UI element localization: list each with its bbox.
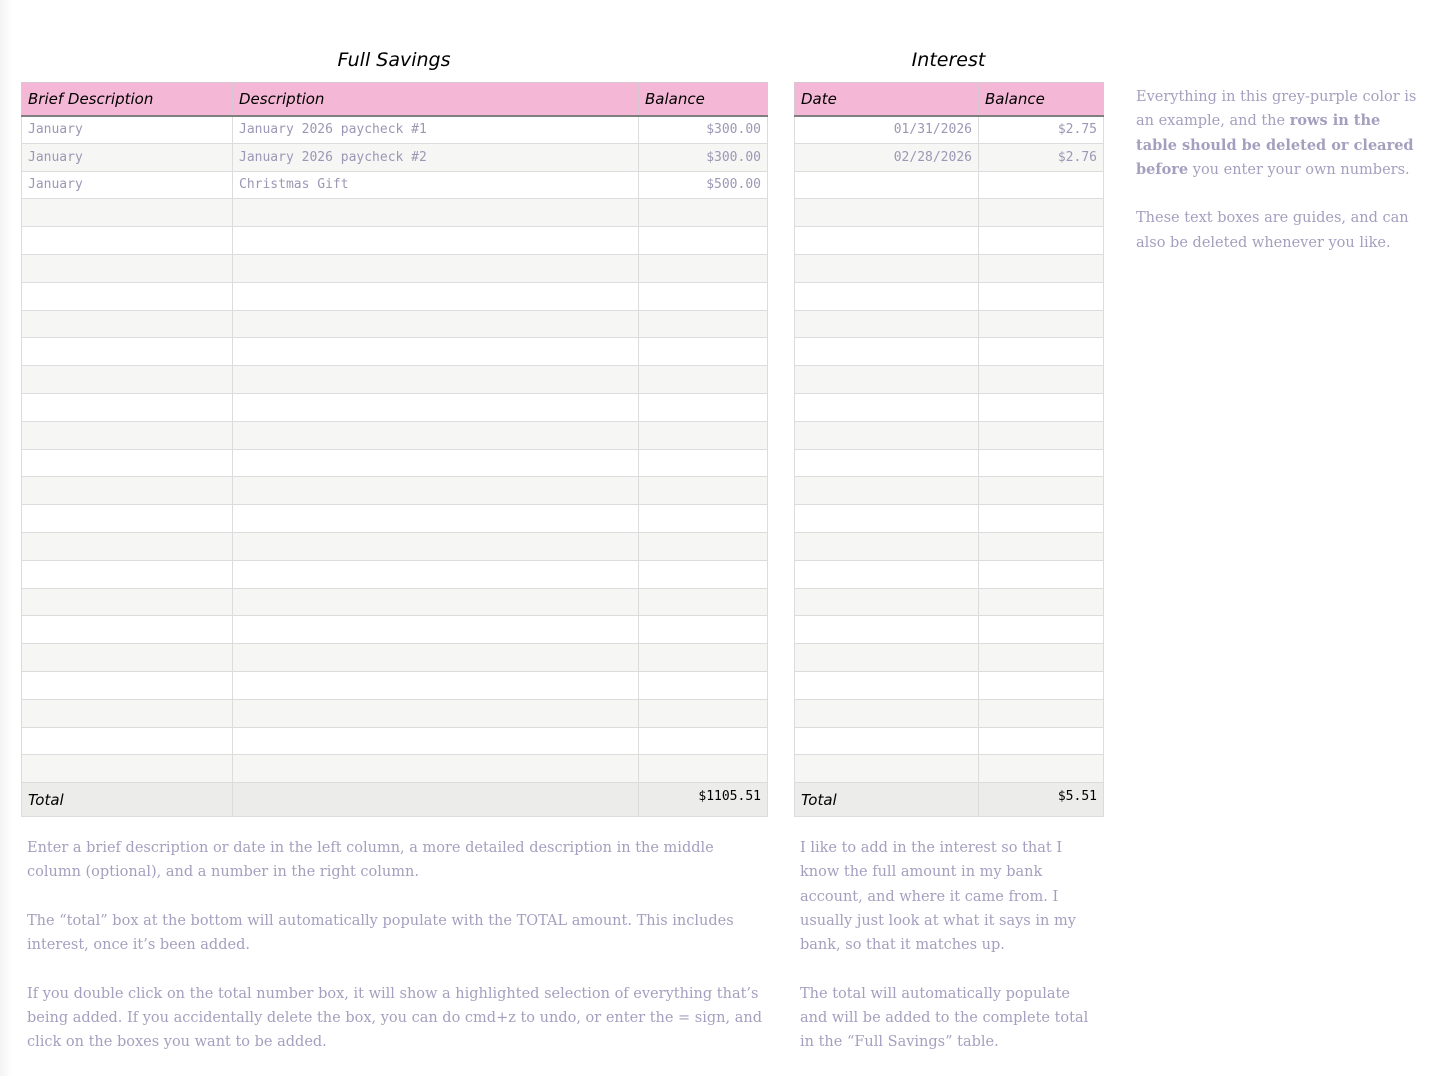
table-row <box>22 505 768 533</box>
table-cell[interactable] <box>979 366 1104 394</box>
table-cell[interactable] <box>795 254 979 282</box>
table-cell[interactable]: $300.00 <box>639 116 768 144</box>
table-row <box>795 505 1104 533</box>
table-cell[interactable] <box>795 171 979 199</box>
table-cell[interactable] <box>639 671 768 699</box>
table-cell[interactable] <box>639 588 768 616</box>
table-cell[interactable] <box>979 588 1104 616</box>
table-cell[interactable] <box>795 477 979 505</box>
table-row <box>795 171 1104 199</box>
table-cell[interactable] <box>795 644 979 672</box>
table-cell[interactable] <box>233 393 639 421</box>
table-cell[interactable] <box>639 727 768 755</box>
table-cell[interactable] <box>639 366 768 394</box>
table-row <box>795 727 1104 755</box>
total-value[interactable]: $5.51 <box>979 783 1104 817</box>
table-row <box>22 254 768 282</box>
table-row <box>795 699 1104 727</box>
table-cell[interactable] <box>979 644 1104 672</box>
table-cell[interactable] <box>22 505 233 533</box>
table-cell[interactable] <box>639 505 768 533</box>
table-cell[interactable] <box>795 227 979 255</box>
table-row <box>22 727 768 755</box>
table-cell[interactable] <box>639 560 768 588</box>
savings-guide-textbox[interactable] <box>27 836 762 1079</box>
table-cell[interactable] <box>639 393 768 421</box>
table-cell[interactable] <box>979 199 1104 227</box>
table-row <box>22 171 768 199</box>
table-cell[interactable] <box>795 755 979 783</box>
guide-paragraph: The total will automatically populate and will be added to the complete total in the “Full Savings” table. <box>800 985 1089 1051</box>
table-cell[interactable] <box>233 616 639 644</box>
table-row <box>22 560 768 588</box>
table-row <box>795 366 1104 394</box>
table-cell[interactable] <box>795 560 979 588</box>
table-row <box>22 477 768 505</box>
guide-paragraph: I like to add in the interest so that I know the full amount in my bank account, and where it came from. I usually just look at what it says in my bank, so that it matches up. <box>800 840 1076 954</box>
table-cell[interactable] <box>22 532 233 560</box>
guide-text: Everything in this grey-purple color is an example, and the <box>1136 89 1417 130</box>
table-cell[interactable] <box>233 254 639 282</box>
table-cell[interactable] <box>979 727 1104 755</box>
table-row <box>22 671 768 699</box>
table-cell[interactable] <box>233 310 639 338</box>
table-cell[interactable] <box>979 616 1104 644</box>
table-row <box>22 699 768 727</box>
table-row <box>795 671 1104 699</box>
table-cell[interactable]: January 2026 paycheck #2 <box>233 143 639 171</box>
table-cell[interactable] <box>795 532 979 560</box>
total-row <box>795 783 1104 817</box>
table-row <box>795 393 1104 421</box>
table-cell[interactable] <box>795 699 979 727</box>
total-label[interactable]: Total <box>22 783 233 817</box>
table-cell[interactable] <box>22 588 233 616</box>
table-row <box>795 616 1104 644</box>
table-cell[interactable] <box>233 560 639 588</box>
table-cell[interactable] <box>233 755 639 783</box>
interest-title[interactable]: Interest <box>911 49 986 71</box>
table-cell[interactable] <box>795 727 979 755</box>
table-cell[interactable] <box>22 199 233 227</box>
table-cell[interactable] <box>979 393 1104 421</box>
table-cell[interactable] <box>233 227 639 255</box>
guide-text: you enter your own numbers. <box>1188 161 1410 178</box>
table-cell[interactable] <box>22 366 233 394</box>
table-row <box>795 338 1104 366</box>
header-row <box>795 83 1104 116</box>
table-cell[interactable] <box>979 449 1104 477</box>
table-row <box>795 282 1104 310</box>
table-cell[interactable] <box>795 421 979 449</box>
table-cell[interactable] <box>795 393 979 421</box>
page-edge-shadow <box>0 0 12 1076</box>
table-cell[interactable] <box>795 282 979 310</box>
table-row <box>22 449 768 477</box>
guide-paragraph: Enter a brief description or date in the left column, a more detailed description in the middle column (optional), and a number in the right column. <box>27 840 714 881</box>
table-cell[interactable] <box>979 171 1104 199</box>
table-cell[interactable] <box>979 755 1104 783</box>
table-cell[interactable] <box>979 671 1104 699</box>
table-cell[interactable] <box>979 421 1104 449</box>
table-cell[interactable]: Christmas Gift <box>233 171 639 199</box>
total-value[interactable]: $1105.51 <box>639 783 768 817</box>
column-header-balance[interactable]: Balance <box>979 83 1104 116</box>
table-cell[interactable] <box>639 532 768 560</box>
side-guide-textbox[interactable] <box>1136 85 1426 279</box>
table-cell[interactable] <box>639 254 768 282</box>
table-cell[interactable] <box>639 227 768 255</box>
table-cell[interactable] <box>233 699 639 727</box>
table-cell[interactable] <box>795 449 979 477</box>
table-cell[interactable] <box>979 338 1104 366</box>
table-cell[interactable] <box>639 338 768 366</box>
table-row <box>22 755 768 783</box>
table-cell[interactable] <box>795 338 979 366</box>
interest-table[interactable] <box>794 82 1104 817</box>
table-cell[interactable] <box>639 199 768 227</box>
table-cell[interactable] <box>233 532 639 560</box>
column-header-brief-description[interactable]: Brief Description <box>22 83 233 116</box>
table-cell[interactable] <box>639 755 768 783</box>
column-header-description[interactable]: Description <box>233 83 639 116</box>
table-cell[interactable] <box>233 366 639 394</box>
table-cell[interactable] <box>795 671 979 699</box>
table-cell[interactable] <box>233 282 639 310</box>
table-cell[interactable] <box>979 560 1104 588</box>
table-cell[interactable] <box>22 282 233 310</box>
guide-paragraph: The “total” box at the bottom will automatically populate with the TOTAL amount. This includes interest, once it’s been added. <box>27 912 734 954</box>
table-row <box>22 116 768 144</box>
table-cell[interactable] <box>979 282 1104 310</box>
table-cell[interactable]: $500.00 <box>639 171 768 199</box>
table-cell[interactable] <box>639 310 768 338</box>
table-cell[interactable] <box>22 616 233 644</box>
table-cell[interactable]: January <box>22 171 233 199</box>
table-cell[interactable] <box>795 310 979 338</box>
table-cell[interactable]: January <box>22 143 233 171</box>
table-cell[interactable] <box>979 310 1104 338</box>
header-row <box>22 83 768 116</box>
table-row <box>22 588 768 616</box>
table-row <box>795 254 1104 282</box>
table-row <box>795 199 1104 227</box>
table-row <box>795 560 1104 588</box>
table-cell[interactable] <box>639 421 768 449</box>
table-cell[interactable] <box>979 254 1104 282</box>
table-row <box>795 449 1104 477</box>
table-cell[interactable] <box>233 199 639 227</box>
interest-guide-textbox[interactable] <box>800 836 1100 1079</box>
full-savings-title[interactable]: Full Savings <box>337 49 451 71</box>
table-cell[interactable] <box>233 588 639 616</box>
table-row <box>795 116 1104 144</box>
column-header-balance[interactable]: Balance <box>639 83 768 116</box>
table-cell[interactable] <box>233 338 639 366</box>
table-row <box>795 755 1104 783</box>
table-row <box>795 532 1104 560</box>
table-row <box>22 532 768 560</box>
table-cell[interactable]: January <box>22 116 233 144</box>
table-cell[interactable] <box>979 505 1104 533</box>
table-row <box>795 644 1104 672</box>
table-cell[interactable]: $300.00 <box>639 143 768 171</box>
table-cell[interactable] <box>233 671 639 699</box>
table-row <box>22 282 768 310</box>
table-row <box>795 477 1104 505</box>
table-cell[interactable] <box>639 616 768 644</box>
table-cell[interactable] <box>979 477 1104 505</box>
table-cell[interactable] <box>22 227 233 255</box>
table-row <box>22 338 768 366</box>
column-header-date[interactable]: Date <box>795 83 979 116</box>
table-row <box>22 421 768 449</box>
table-row <box>22 366 768 394</box>
table-row <box>795 143 1104 171</box>
table-cell[interactable] <box>22 254 233 282</box>
table-cell[interactable]: January 2026 paycheck #1 <box>233 116 639 144</box>
table-row <box>22 616 768 644</box>
table-row <box>795 421 1104 449</box>
table-cell[interactable] <box>233 449 639 477</box>
table-cell[interactable] <box>22 310 233 338</box>
table-row <box>22 227 768 255</box>
table-row <box>22 310 768 338</box>
table-row <box>22 143 768 171</box>
table-cell[interactable] <box>795 505 979 533</box>
table-cell[interactable] <box>22 421 233 449</box>
table-cell[interactable]: $2.75 <box>979 116 1104 144</box>
table-cell[interactable] <box>639 282 768 310</box>
table-cell[interactable] <box>979 227 1104 255</box>
total-empty-cell[interactable] <box>233 783 639 817</box>
table-cell[interactable] <box>233 727 639 755</box>
total-row <box>22 783 768 817</box>
table-cell[interactable] <box>22 393 233 421</box>
table-row <box>22 199 768 227</box>
table-row <box>22 644 768 672</box>
table-cell[interactable] <box>22 671 233 699</box>
table-row <box>795 588 1104 616</box>
table-cell[interactable] <box>233 421 639 449</box>
table-cell[interactable] <box>22 699 233 727</box>
table-cell[interactable] <box>233 505 639 533</box>
table-cell[interactable] <box>22 477 233 505</box>
guide-paragraph: If you double click on the total number box, it will show a highlighted selection of everything that’s being added. If you accidentally delete the box, you can do cmd+z to undo, or enter the = sign, and click on the boxes you want to be added. <box>27 985 762 1051</box>
table-row <box>795 227 1104 255</box>
table-cell[interactable] <box>22 727 233 755</box>
table-cell[interactable] <box>795 199 979 227</box>
table-cell[interactable] <box>22 755 233 783</box>
table-cell[interactable] <box>639 644 768 672</box>
total-label[interactable]: Total <box>795 783 979 817</box>
table-row <box>22 393 768 421</box>
table-cell[interactable] <box>979 699 1104 727</box>
table-cell[interactable] <box>22 449 233 477</box>
table-cell[interactable]: 01/31/2026 <box>795 116 979 144</box>
guide-bold-text: rows in the table should be deleted or cleared before <box>1136 112 1414 178</box>
full-savings-table[interactable] <box>21 82 768 817</box>
table-cell[interactable] <box>233 644 639 672</box>
table-cell[interactable] <box>22 560 233 588</box>
table-cell[interactable]: $2.76 <box>979 143 1104 171</box>
table-cell[interactable] <box>639 449 768 477</box>
table-cell[interactable] <box>795 366 979 394</box>
guide-paragraph <box>1136 85 1426 182</box>
table-cell[interactable] <box>22 338 233 366</box>
table-cell[interactable] <box>22 644 233 672</box>
table-cell[interactable] <box>639 699 768 727</box>
table-cell[interactable]: 02/28/2026 <box>795 143 979 171</box>
guide-paragraph: These text boxes are guides, and can also be deleted whenever you like. <box>1136 210 1409 251</box>
table-cell[interactable] <box>233 477 639 505</box>
table-cell[interactable] <box>979 532 1104 560</box>
table-cell[interactable] <box>795 616 979 644</box>
table-cell[interactable] <box>639 477 768 505</box>
table-row <box>795 310 1104 338</box>
table-cell[interactable] <box>795 588 979 616</box>
